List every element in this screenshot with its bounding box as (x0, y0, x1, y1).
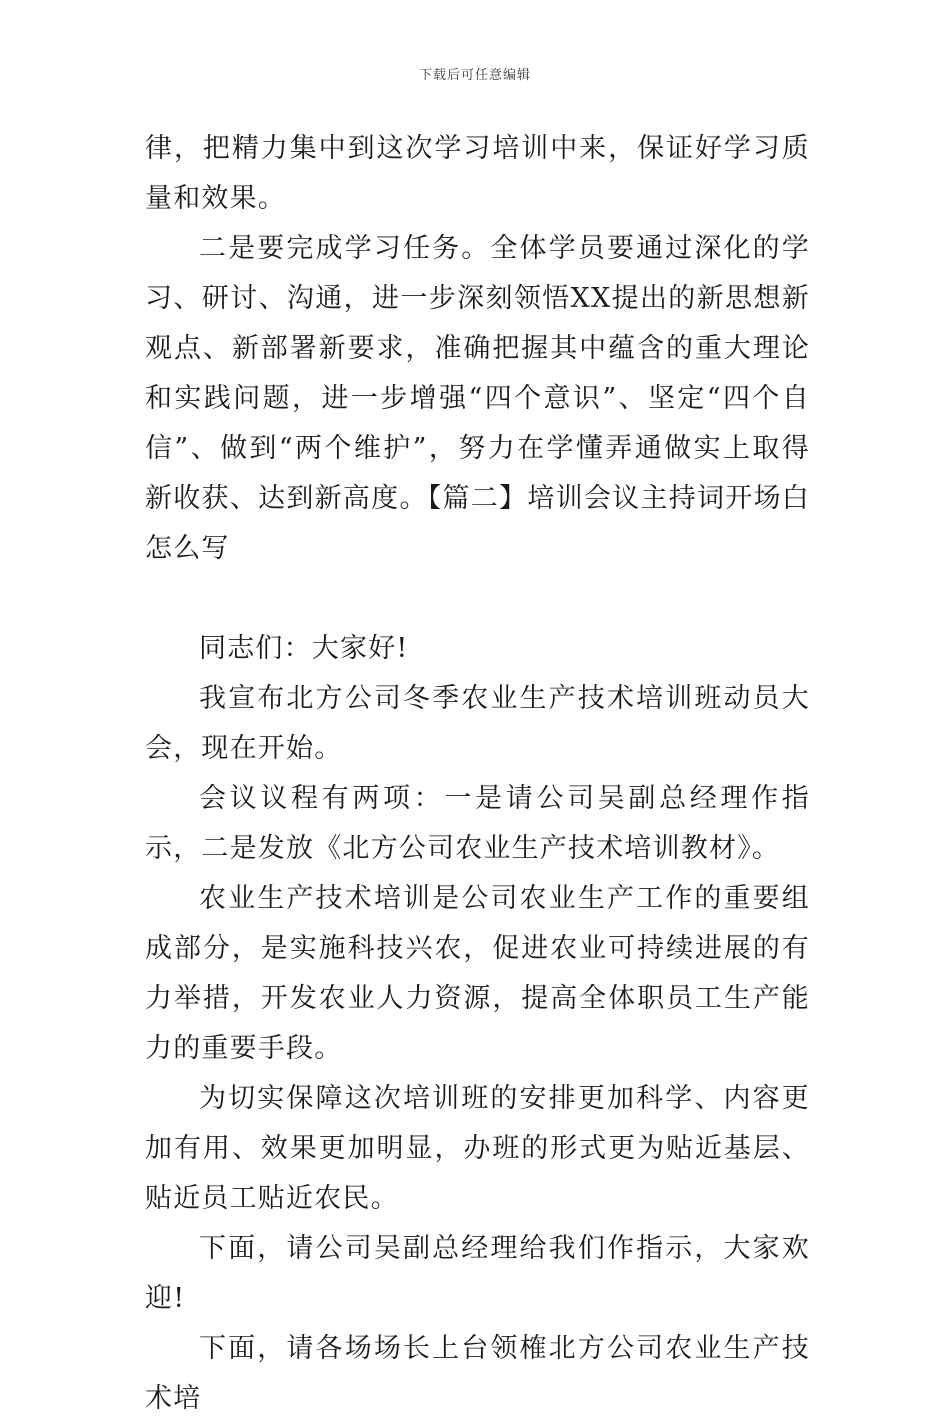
paragraph-learning-task: 二是要完成学习任务。全体学员要通过深化的学习、研讨、沟通，进一步深刻领悟XX提出的新思想新观点、新部署新要求，准确把握其中蕴含的重大理论和实践问题，进一步增强“四个意识”、坚定“四个自信”、做到“两个维护”，努力在学懂弄通做实上取得新收获、达到新高度。【篇二】培训会议主持词开场白怎么写 (145, 233, 810, 564)
paragraph-materials: 下面，请各场场长上台领榷北方公司农业生产技术培 (145, 1333, 810, 1414)
paragraph-opening: 我宣布北方公司冬季农业生产技术培训班动员大会，现在开始。 (145, 683, 810, 764)
page-header-note: 下载后可任意编辑 (418, 68, 531, 83)
paragraph-agenda: 会议议程有两项：一是请公司吴副总经理作指示，二是发放《北方公司农业生产技术培训教材》。 (145, 783, 810, 864)
paragraph-invite-speech: 下面，请公司吴副总经理给我们作指示，大家欢迎! (145, 1233, 810, 1314)
paragraph-training-importance: 农业生产技术培训是公司农业生产工作的重要组成部分，是实施科技兴农，促进农业可持续进展的有力举措，开发农业人力资源，提高全体职员工生产能力的重要手段。 (145, 883, 810, 1064)
document-body (145, 124, 810, 1424)
paragraph-training-format: 为切实保障这次培训班的安排更加科学、内容更加有用、效果更加明显，办班的形式更为贴近基层、贴近员工贴近农民。 (145, 1083, 810, 1214)
paragraph-continuation: 律，把精力集中到这次学习培训中来，保证好学习质量和效果。 (145, 133, 810, 214)
paragraph-greeting: 同志们：大家好! (199, 633, 409, 664)
section-gap (145, 574, 810, 624)
